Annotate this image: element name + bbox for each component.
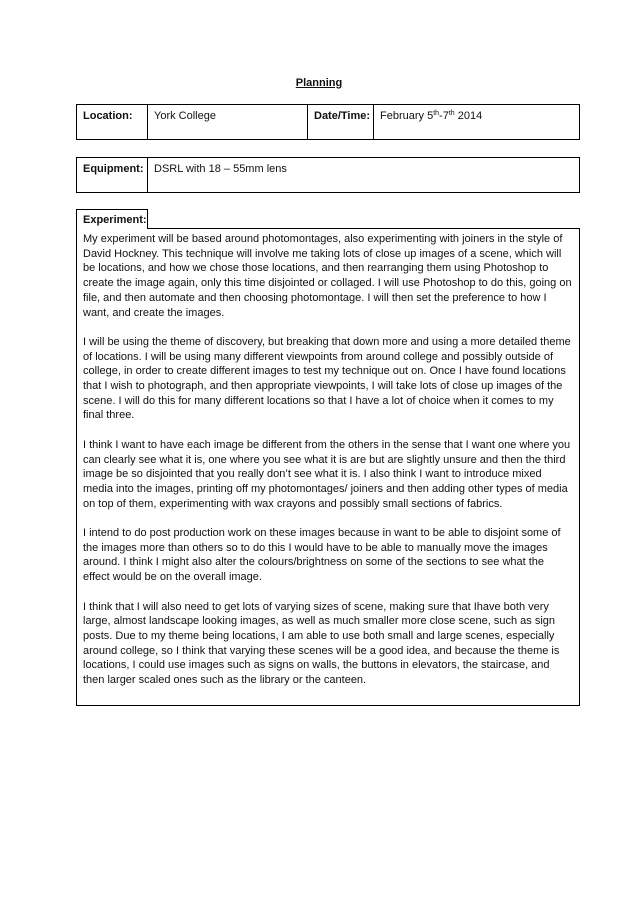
location-date-table bbox=[76, 104, 580, 140]
datetime-suffix-start: th bbox=[433, 110, 440, 117]
experiment-label: Experiment: bbox=[76, 209, 148, 229]
experiment-body bbox=[76, 228, 580, 706]
page-title: Planning bbox=[295, 77, 343, 89]
datetime-range: -7 bbox=[439, 110, 449, 122]
experiment-paragraph: I think that I will also need to get lots of varying sizes of scene, making sure that Ihave both very large, almost landscape looking images, as well as much smaller more close scene, such as sign posts. Due to my theme being locations, I am able to use both small and large scenes, especially around college, so I think that varying these scenes will be a good idea, and because the theme is locations, I could use images such as signs on walls, the buttons in elevators, the staircase, and then larger scaled ones such as the library or the canteen. bbox=[83, 600, 560, 687]
datetime-year: 2014 bbox=[454, 110, 483, 122]
location-label: Location: bbox=[83, 110, 133, 122]
experiment-paragraph: I think I want to have each image be different from the others in the sense that I want one where you can clearly see what it is, one where you see what it is are but are slightly unsure and then the third image be so disjointed that you really don’t see what it is. I also think I want to introduce mixed media into the images, printing off my photomontages/ joiners and then adding other types of media on top of them, experimenting with wax crayons and possibly small sections of fabrics. bbox=[83, 438, 571, 510]
experiment-paragraph: My experiment will be based around photomontages, also experimenting with joiners in the style of David Hockney. This technique will involve me taking lots of close up images of a scene, which will be locations, and how we chose those locations, and then rearranging them using Photoshop to create the image again, only this time disjointed or collaged. I will use Photoshop to do this, going on file, and then automate and then choosing photomontage. I will then set the preference to how I want, and create the images. bbox=[83, 233, 572, 319]
datetime-suffix-end: th bbox=[448, 110, 455, 117]
datetime-month: February 5 bbox=[380, 110, 434, 122]
experiment-paragraph: I intend to do post production work on these images because in want to be able to disjoint some of the images more than others so to do this I would have to be able to manually move the images around. I think I might also alter the colours/brightness on some of the sections to see what the effect would be on the overall image. bbox=[83, 527, 561, 584]
equipment-label: Equipment: bbox=[83, 163, 144, 175]
experiment-paragraph: I will be using the theme of discovery, but breaking that down more and using a more detailed theme of locations. I will be using many different viewpoints from around college and possibly outside of college, in order to create different images to test my technique out on. Once I have found locations that I wish to photograph, and then appropriate viewpoints, I will take lots of close up images of the scene. I will do this for many different locations so that I have a lot of choice when it comes to my final three. bbox=[83, 335, 571, 422]
datetime-label: Date/Time: bbox=[314, 110, 371, 122]
location-value: York College bbox=[154, 110, 216, 122]
equipment-value: DSRL with 18 – 55mm lens bbox=[154, 163, 287, 175]
datetime-value bbox=[374, 105, 579, 139]
equipment-table bbox=[76, 157, 580, 193]
